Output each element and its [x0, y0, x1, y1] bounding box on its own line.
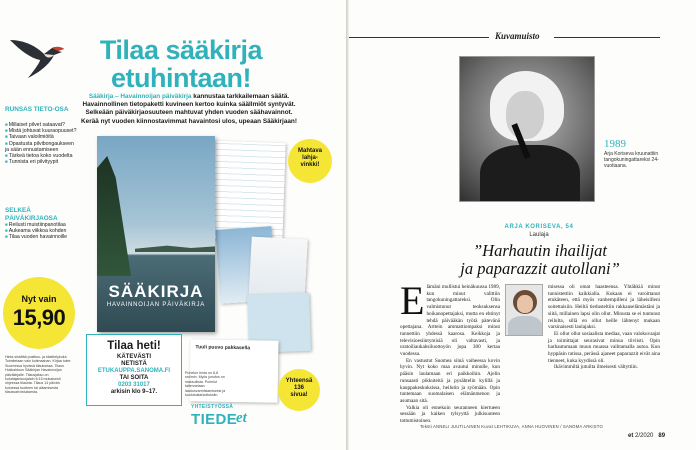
features-title: RUNSAS TIETO-OSA	[5, 106, 69, 113]
list-item: ■ Opastusta pilvibongaukseen ja sään ennustamiseen	[5, 141, 77, 153]
article-paragraph: Valkia oli ennekuin seuranneen kiertueen sessään ja kaiken tylsyyttä julkisuuteen tottumistoinen.	[400, 404, 500, 425]
folio-page-number: 89	[658, 433, 666, 439]
list-item: ■ Reilusti muistiinpanotilaa	[5, 222, 77, 228]
pages-badge	[278, 369, 320, 411]
partner-label: YHTEISTYÖSSÄ	[191, 404, 234, 410]
ad-intro-text: kannustaa tarkkailemaan säätä. Havainnollinen tietopaketti kuvineen kertoo kuinka säällmiöt syntyvät. Selkeään päiväkirjaosuuteen mahtuvat yhden vuoden säähavainnot. Kerää nyt vuoden kiinnostavimmat havaintosi ulos, upeaan Sääkirjaan!	[81, 93, 297, 125]
order-line: NETISTÄ	[121, 361, 147, 367]
headline-line-2: ja paparazzit autollani”	[460, 259, 620, 278]
diary-list	[5, 222, 77, 241]
article-credit: Teksti ANNELI JUUTILAINEN Kuvat LEHTIKUVA, ANNA HUOVINEN / SANOMA ARKISTO	[420, 424, 603, 429]
order-box	[86, 334, 182, 406]
year-label: 1989	[604, 138, 626, 150]
ad-title-line-1: Tilaa sääkirja	[99, 35, 263, 65]
list-item: ■ Mistä johtuvat kuuraopuuset?	[5, 128, 77, 134]
article-headline	[418, 242, 662, 278]
list-item: ■ Tärkeä tietoa koko vuodelta	[5, 153, 77, 159]
left-page	[0, 0, 346, 450]
book-title: SÄÄKIRJA	[108, 282, 204, 301]
inset-face	[517, 295, 533, 313]
article-paragraph: Ikävimmiltä jutuilta ilmeisesti vältyttiin.	[554, 364, 638, 371]
pages-badge-line: Yhteensä	[285, 378, 313, 384]
main-photo-singer	[459, 56, 595, 202]
fine-print: Hinta sisältää postitus- ja käsittelykulut. Toimitetaan vain kotimaahan. Kirjaa tulee Suomessa hyvissä tilauksissa. Tilaus Hokkaidoon Sääkirjan Havainnoijan päiväkirjalle. Tilausjakso on kuluttajansuojalain 6:15 mukaisesti ohjeessa tilausta. Tilaus 14 päivän kuluessa tuotteen tai alkamisesta tilausvahvistuksesta.	[5, 355, 71, 395]
ad-title	[86, 36, 276, 92]
order-heading: Tilaa heti!	[107, 340, 161, 352]
inset-body	[508, 316, 542, 336]
et-logo: et	[236, 410, 247, 426]
book-cover-shore	[135, 244, 215, 252]
order-hours: arkisin klo 9–17.	[110, 389, 158, 395]
person-role: Laulaja	[529, 232, 549, 238]
ad-intro-highlight: Sääkirja – Havainnoijan päiväkirja	[88, 93, 192, 100]
price-badge	[3, 277, 75, 349]
price-value: 15,90	[12, 305, 66, 330]
article-paragraph: En vastustut Suomea siinä vaiheessa kovin hyvin. Nyt koko maa avautui minulle, kun pääsin laulamaan eri paikkoihin. Ajelin runsaasti pikkuteitä ja pysähtelin kylillä ja kauppakeskuksissa, heilutin ja syömään. Opin tuntemaan suomalaisen elämänmenon ja asumaan sitä.	[400, 357, 500, 404]
price-label: Nyt vain	[21, 294, 57, 304]
features-list	[5, 122, 77, 165]
article-column-1	[400, 278, 500, 425]
order-line: TAI SOITA	[119, 375, 149, 381]
order-line: KÄTEVÄSTI	[116, 354, 151, 360]
person-name: ARJA KORISEVA, 54	[504, 224, 574, 230]
book-cover	[97, 136, 215, 332]
diary-sheet-table	[212, 141, 285, 241]
ad-intro	[78, 93, 300, 126]
gift-badge-line: vinkki!	[300, 162, 320, 168]
folio-brand: et	[628, 433, 634, 439]
pages-badge-line: 136	[293, 385, 304, 391]
tiede-logo: TIEDE	[191, 411, 238, 428]
section-rule-right	[554, 37, 660, 38]
swallow-bird-illustration	[6, 22, 76, 82]
article-paragraph: lämäni mullistui heinäkuussa 1989, kun minut valittiin tangokuningattareksi. Olin valmistunut teoksuksensa hoikanopettajaksi, mutta en ehtinyt tehdä päivääkän työtä pätevänä opettajana. Arttein ammattiompaksi minut tunnettiin yhdessä kaarosa. Keikkoja ja televisioesiintymisiä oli valtavasti, ja uratoiliaukahsiluottoyön jopa 300 kertaa vuodessa.	[400, 284, 500, 358]
gift-badge	[288, 139, 332, 183]
photo-face	[506, 91, 544, 139]
photo-body	[480, 145, 580, 202]
list-item: ■ Tunnista eri pilvityypit	[5, 159, 77, 165]
article-column-2	[548, 284, 660, 371]
list-item: ■ Taivaan valoilmiöitä	[5, 134, 77, 140]
order-url-link[interactable]: ETUKAUPPA.SANOMA.FI	[97, 368, 171, 374]
diary-sheet-title: Tuuli puuvo pakkasella	[195, 344, 251, 352]
pages-badge-line: sivua!	[290, 392, 308, 398]
gift-badge-line: lahja-	[302, 155, 318, 161]
year-caption: Arja Koriseva kruunattiin tangokuningattareksi 24-vuotiaana.	[604, 151, 659, 169]
page-folio	[628, 433, 665, 439]
gift-badge-line: Mahtava	[297, 148, 322, 154]
article-paragraph: Ei ollut ollut sosiaalista mediaa, vaan valokuvaajat ja toimittajat seurasivat minua tiiviisti. Opin harhautumaan muun muassa vaihtamalla autoa. Kun hyppäsin ratissa, perässä ajaneet paparazzit eivät aina tienneet, kuka kyydissä oli.	[548, 330, 660, 364]
diary-title: SELKEÄ PÄIVÄKIRJAOSA	[5, 207, 58, 222]
ad-title-line-2: etuhintaan!	[111, 63, 251, 93]
section-rule-left	[349, 37, 489, 38]
order-phone: 0203 31017	[118, 382, 150, 388]
book-cover-trees	[97, 156, 131, 276]
list-item: ■ Aukeama viikkoa kohden	[5, 228, 77, 234]
folio-issue: 2/2020	[635, 433, 654, 439]
article-paragraph: misessa oli omat haasteensa. Yhtäkkiä minut tunnistettiin kaikkialla. Kukaan ei varoittanut etukäteen, että myös vanhempilleni ja läheisilleni soitettaisiin. Heiltä tiedusteltiin rakkauselämästäni ja siitä, millainen lapsi olin ollut. Minusta se ei tuntunut reilulta, sillä en ollut heille lähtenyt mukaan varsinaisesti laulajaksi.	[548, 284, 660, 331]
list-item: ■ Millaiset pilvet sataavat?	[5, 122, 77, 128]
section-label: Kuvamuisto	[495, 31, 540, 41]
order-note: Puhelun hinta on 8,8 snt/min. Myös jonotus on maksullista. Puhelut tallennetaan laadunvarmistamiseksi ja koulutustarkoituksiin.	[185, 371, 226, 398]
inset-portrait-photo	[505, 284, 543, 336]
headline-line-1: ”Harhautin ihailijat	[472, 241, 607, 260]
list-item: ■ Tilaa vuoden havainnoille	[5, 234, 77, 240]
drop-cap: E	[400, 278, 425, 323]
book-subtitle: HAVAINNOIJAN PÄIVÄKIRJA	[106, 302, 206, 308]
